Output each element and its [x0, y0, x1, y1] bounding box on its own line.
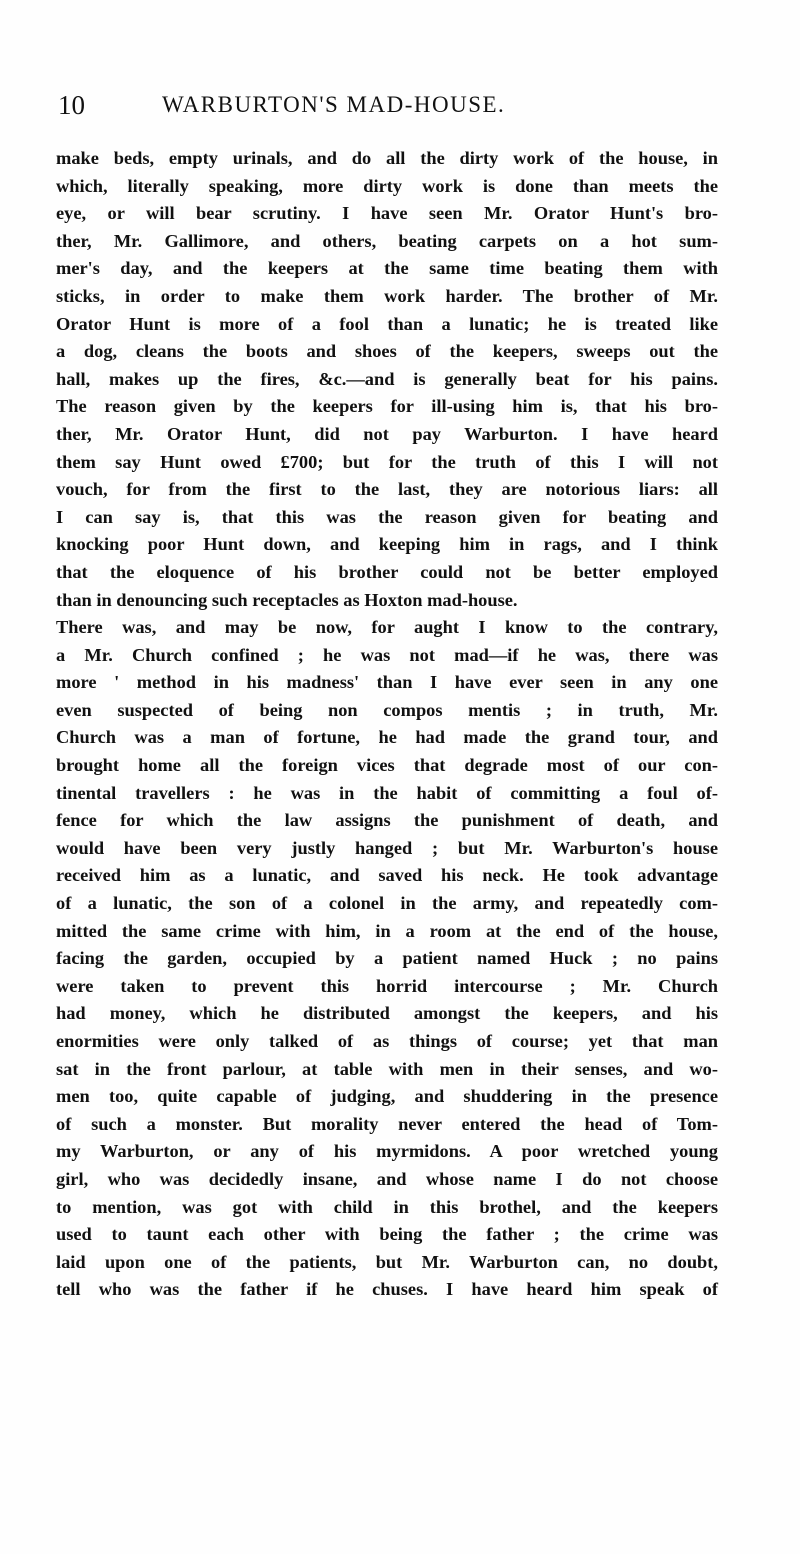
- text-line: laid upon one of the patients, but Mr. Warburton can, no doubt,: [56, 1251, 718, 1272]
- text-line: used to taunt each other with being the father ; the crime was: [56, 1224, 718, 1245]
- text-line: There was, and may be now, for aught I know to the contrary,: [56, 617, 718, 638]
- text-line: more ' method in his madness' than I have ever seen in any one: [56, 672, 718, 693]
- text-line: vouch, for from the first to the last, they are notorious liars: all: [56, 479, 718, 500]
- text-line: The reason given by the keepers for ill-using him is, that his bro-: [56, 396, 718, 417]
- text-line: fence for which the law assigns the punishment of death, and: [56, 810, 718, 831]
- text-line: a dog, cleans the boots and shoes of the keepers, sweeps out the: [56, 341, 718, 362]
- text-line: tinental travellers : he was in the habit of committing a foul of-: [56, 782, 718, 803]
- text-line: even suspected of being non compos mentis ; in truth, Mr.: [56, 699, 718, 720]
- text-line: that the eloquence of his brother could not be better employed: [56, 561, 718, 582]
- text-line: them say Hunt owed £700; but for the truth of this I will not: [56, 451, 718, 472]
- text-line: ther, Mr. Orator Hunt, did not pay Warburton. I have heard: [56, 423, 718, 444]
- text-line: than in denouncing such receptacles as Hoxton mad-house.: [56, 589, 518, 610]
- text-line: I can say is, that this was the reason given for beating and: [56, 506, 718, 527]
- body-text: [56, 145, 718, 1304]
- text-line: facing the garden, occupied by a patient named Huck ; no pains: [56, 948, 718, 969]
- text-line: hall, makes up the fires, &c.—and is generally beat for his pains.: [56, 368, 718, 389]
- text-line: brought home all the foreign vices that degrade most of our con-: [56, 755, 718, 776]
- text-line: mer's day, and the keepers at the same time beating them with: [56, 258, 718, 279]
- text-line: Church was a man of fortune, he had made the grand tour, and: [56, 727, 718, 748]
- text-line: Orator Hunt is more of a fool than a lunatic; he is treated like: [56, 313, 718, 334]
- text-line: would have been very justly hanged ; but Mr. Warburton's house: [56, 837, 718, 858]
- text-line: tell who was the father if he chuses. I have heard him speak of: [56, 1279, 718, 1300]
- text-line: enormities were only talked of as things of course; yet that man: [56, 1031, 718, 1051]
- text-line: of a lunatic, the son of a colonel in the army, and repeatedly com-: [56, 893, 718, 914]
- text-line: make beds, empty urinals, and do all the dirty work of the house, in: [56, 148, 718, 168]
- text-line: men too, quite capable of judging, and shuddering in the presence: [56, 1086, 718, 1107]
- text-line: sticks, in order to make them work harder. The brother of Mr.: [56, 285, 718, 306]
- text-line: my Warburton, or any of his myrmidons. A poor wretched young: [56, 1141, 718, 1162]
- text-line: mitted the same crime with him, in a room at the end of the house,: [56, 920, 718, 941]
- text-line: received him as a lunatic, and saved his neck. He took advantage: [56, 865, 718, 886]
- text-line: which, literally speaking, more dirty work is done than meets the: [56, 175, 718, 196]
- text-line: were taken to prevent this horrid intercourse ; Mr. Church: [56, 975, 718, 996]
- text-line: a Mr. Church confined ; he was not mad—if he was, there was: [56, 644, 718, 665]
- text-line: eye, or will bear scrutiny. I have seen Mr. Orator Hunt's bro-: [56, 203, 718, 224]
- running-head: WARBURTON'S MAD-HOUSE.: [162, 92, 506, 117]
- page-header: [58, 88, 718, 122]
- text-line: knocking poor Hunt down, and keeping him in rags, and I think: [56, 534, 718, 555]
- text-line: girl, who was decidedly insane, and whose name I do not choose: [56, 1168, 718, 1189]
- text-line: had money, which he distributed amongst the keepers, and his: [56, 1003, 718, 1024]
- text-line: to mention, was got with child in this brothel, and the keepers: [56, 1196, 718, 1217]
- text-line: sat in the front parlour, at table with men in their senses, and wo-: [56, 1058, 718, 1079]
- text-line: ther, Mr. Gallimore, and others, beating carpets on a hot sum-: [56, 230, 718, 251]
- text-line: of such a monster. But morality never entered the head of Tom-: [56, 1113, 718, 1134]
- page-number: 10: [58, 90, 85, 120]
